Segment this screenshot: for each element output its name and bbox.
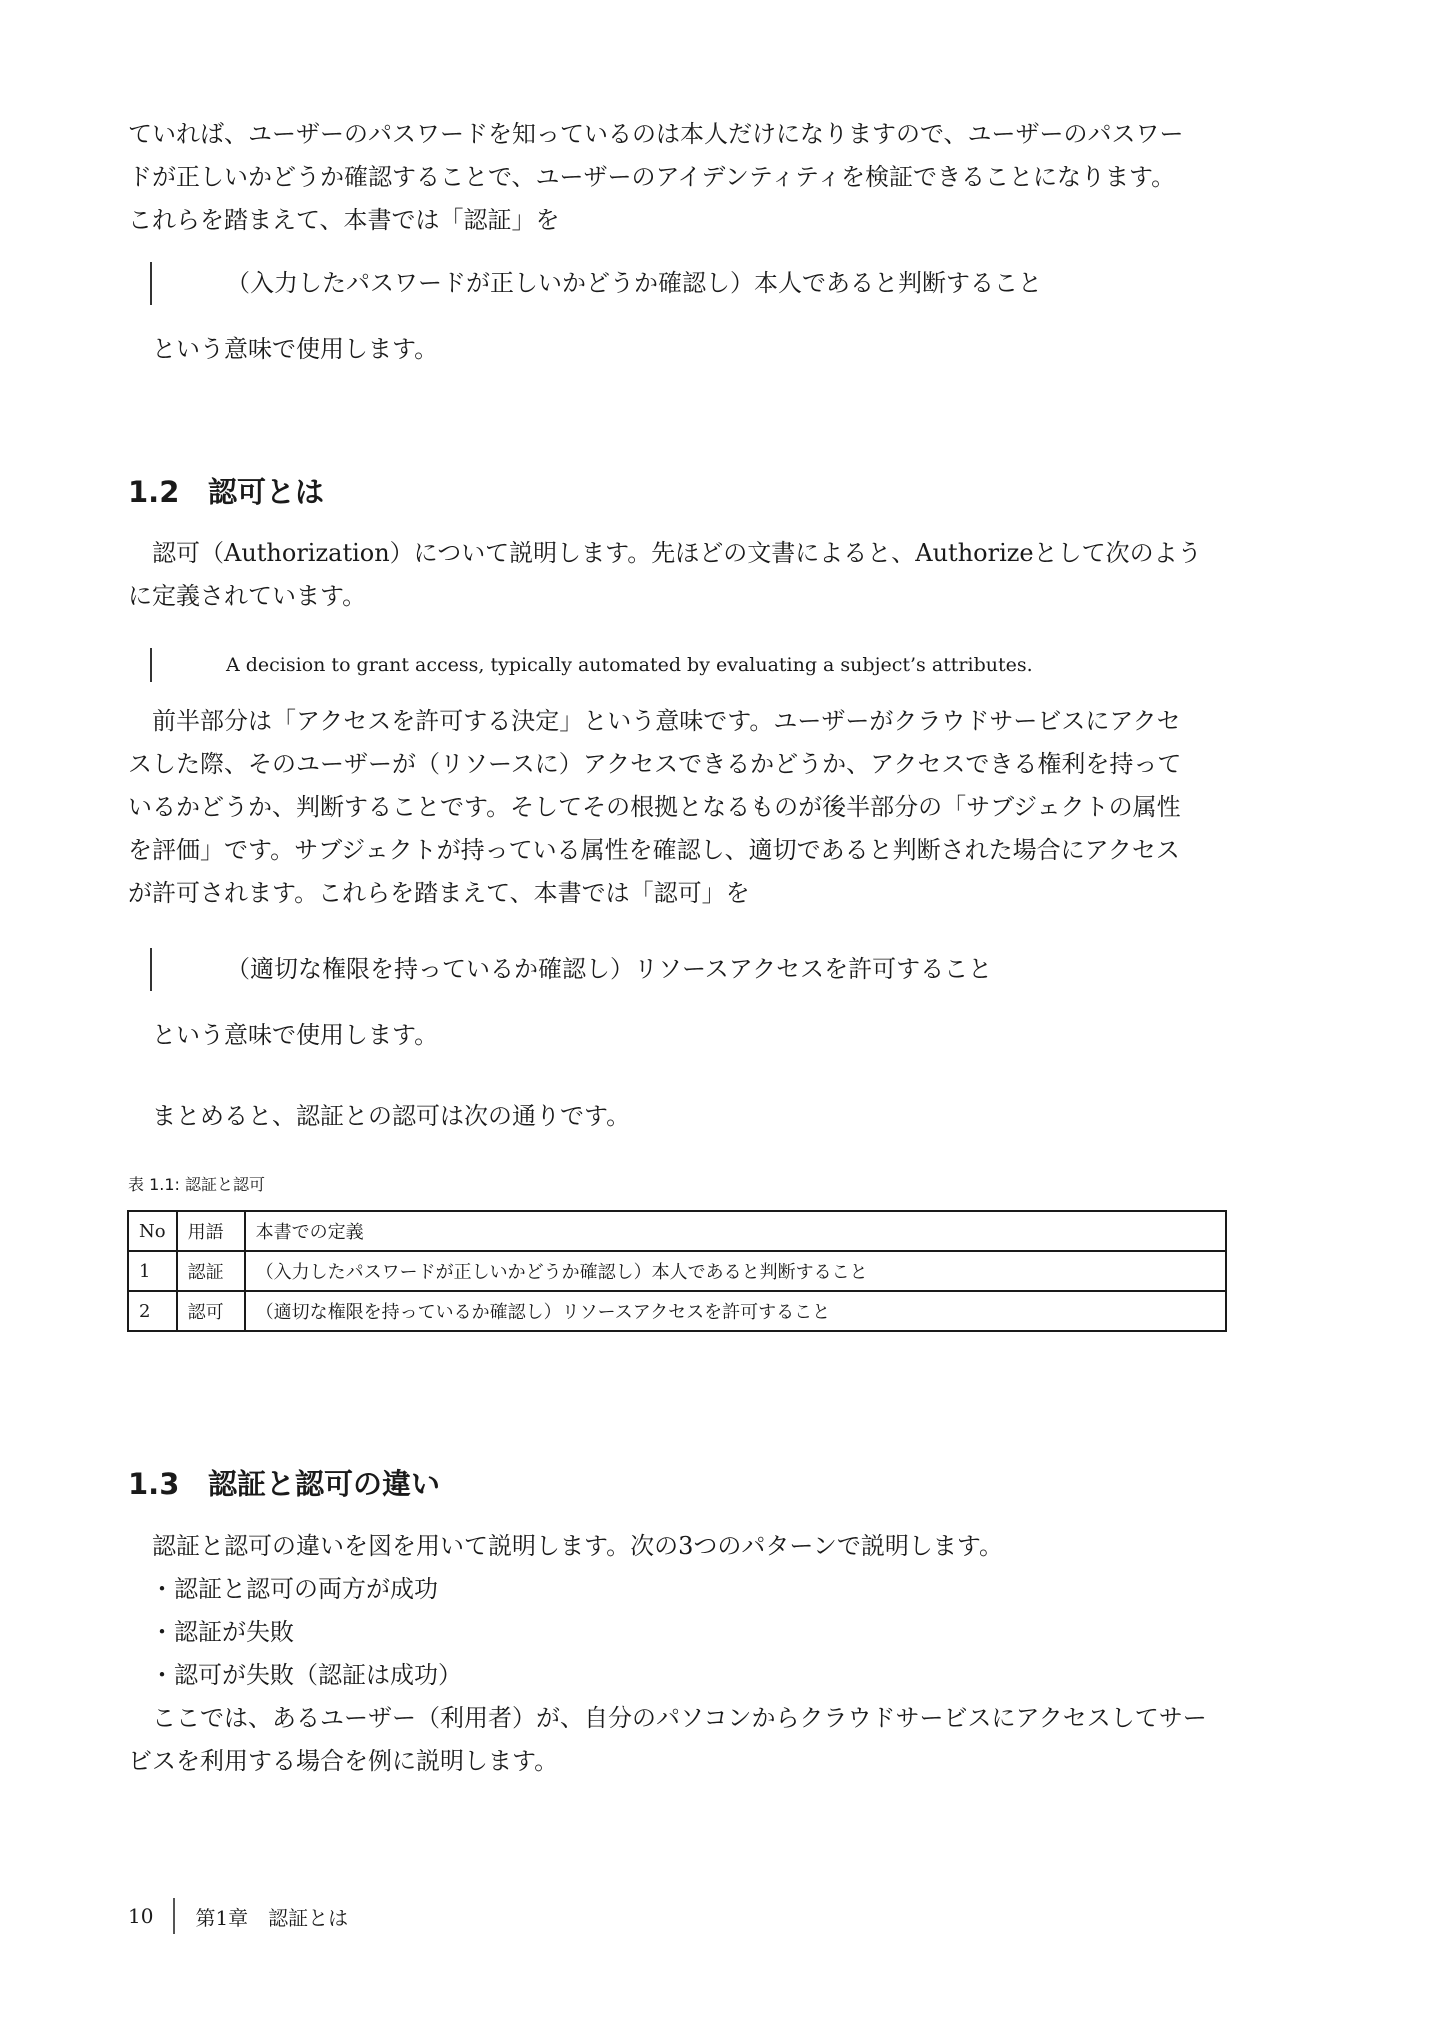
list-item: ・認証と認可の両方が成功: [150, 1575, 438, 1603]
section-title: 認証と認可の違い: [208, 1467, 441, 1501]
table-cell: （適切な権限を持っているか確認し）リソースアクセスを許可すること: [245, 1291, 1226, 1331]
table-row: [128, 1291, 1226, 1331]
list-item: ・認証が失敗: [150, 1618, 294, 1646]
usage-note: という意味で使用します。: [152, 1021, 439, 1049]
intro-paragraph: [128, 113, 1228, 242]
usage-note: という意味で使用します。: [152, 335, 439, 363]
text-line: に定義されています。: [128, 582, 367, 610]
section-heading-1-3: [128, 1462, 440, 1503]
text-line: 認可（Authorization）について説明します。先ほどの文書によると、Authorizeとして次のよう: [152, 539, 1202, 567]
section-title: 認可とは: [208, 475, 325, 509]
text-line: ドが正しいかどうか確認することで、ユーザーのアイデンティティを検証できることになります。: [128, 163, 1176, 191]
header-cell: 用語: [177, 1211, 245, 1251]
list-item: ・認可が失敗（認証は成功）: [150, 1661, 462, 1689]
table-header-row: [128, 1211, 1226, 1251]
table-cell: 認証: [177, 1251, 245, 1291]
text-line: ここでは、あるユーザー（利用者）が、自分のパソコンからクラウドサービスにアクセスしてサー: [152, 1704, 1207, 1732]
footer-divider: [173, 1898, 175, 1934]
chapter-label: 第1章 認証とは: [195, 1905, 349, 1930]
section-number: 1.3: [128, 1467, 180, 1501]
definition-quote-authentication: （入力したパスワードが正しいかどうか確認し）本人であると判断すること: [150, 262, 1306, 305]
definition-quote-authorization: （適切な権限を持っているか確認し）リソースアクセスを許可すること: [150, 948, 1306, 991]
header-cell: 本書での定義: [245, 1211, 1226, 1251]
table-cell: （入力したパスワードが正しいかどうか確認し）本人であると判断すること: [245, 1251, 1226, 1291]
header-cell: No: [128, 1211, 177, 1251]
text-line: が許可されます。これらを踏まえて、本書では「認可」を: [128, 879, 750, 907]
text-line: ていれば、ユーザーのパスワードを知っているのは本人だけになりますので、ユーザーのパスワー: [128, 120, 1184, 148]
text-line: いるかどうか、判断することです。そしてその根拠となるものが後半部分の「サブジェクトの属性: [128, 793, 1181, 821]
text-line: これらを踏まえて、本書では「認証」を: [128, 206, 560, 234]
table-cell: 2: [128, 1291, 177, 1331]
text-line: ビスを利用する場合を例に説明します。: [128, 1747, 559, 1775]
section-heading-1-2: [128, 470, 324, 511]
section-number: 1.2: [128, 475, 180, 509]
example-paragraph: [128, 1697, 1228, 1783]
page-number: 10: [128, 1904, 154, 1928]
text-line: 前半部分は「アクセスを許可する決定」という意味です。ユーザーがクラウドサービスにアクセ: [152, 707, 1181, 735]
definitions-table: [127, 1210, 1227, 1332]
authorization-explanation-paragraph: [128, 700, 1228, 915]
text-line: を評価」です。サブジェクトが持っている属性を確認し、適切であると判断された場合にアクセス: [128, 836, 1180, 864]
page-footer: [128, 1898, 348, 1934]
difference-intro: 認証と認可の違いを図を用いて説明します。次の3つのパターンで説明します。: [152, 1532, 1003, 1560]
table-caption: 表 1.1: 認証と認可: [128, 1175, 266, 1194]
table-cell: 認可: [177, 1291, 245, 1331]
text-line: スした際、そのユーザーが（リソースに）アクセスできるかどうか、アクセスできる権利を持って: [128, 750, 1182, 778]
summary-sentence: まとめると、認証との認可は次の通りです。: [152, 1102, 631, 1130]
table-row: [128, 1251, 1226, 1291]
table-cell: 1: [128, 1251, 177, 1291]
authorization-intro-paragraph: [128, 532, 1228, 618]
definition-quote-english: A decision to grant access, typically automated by evaluating a subject’s attributes.: [150, 648, 1306, 682]
